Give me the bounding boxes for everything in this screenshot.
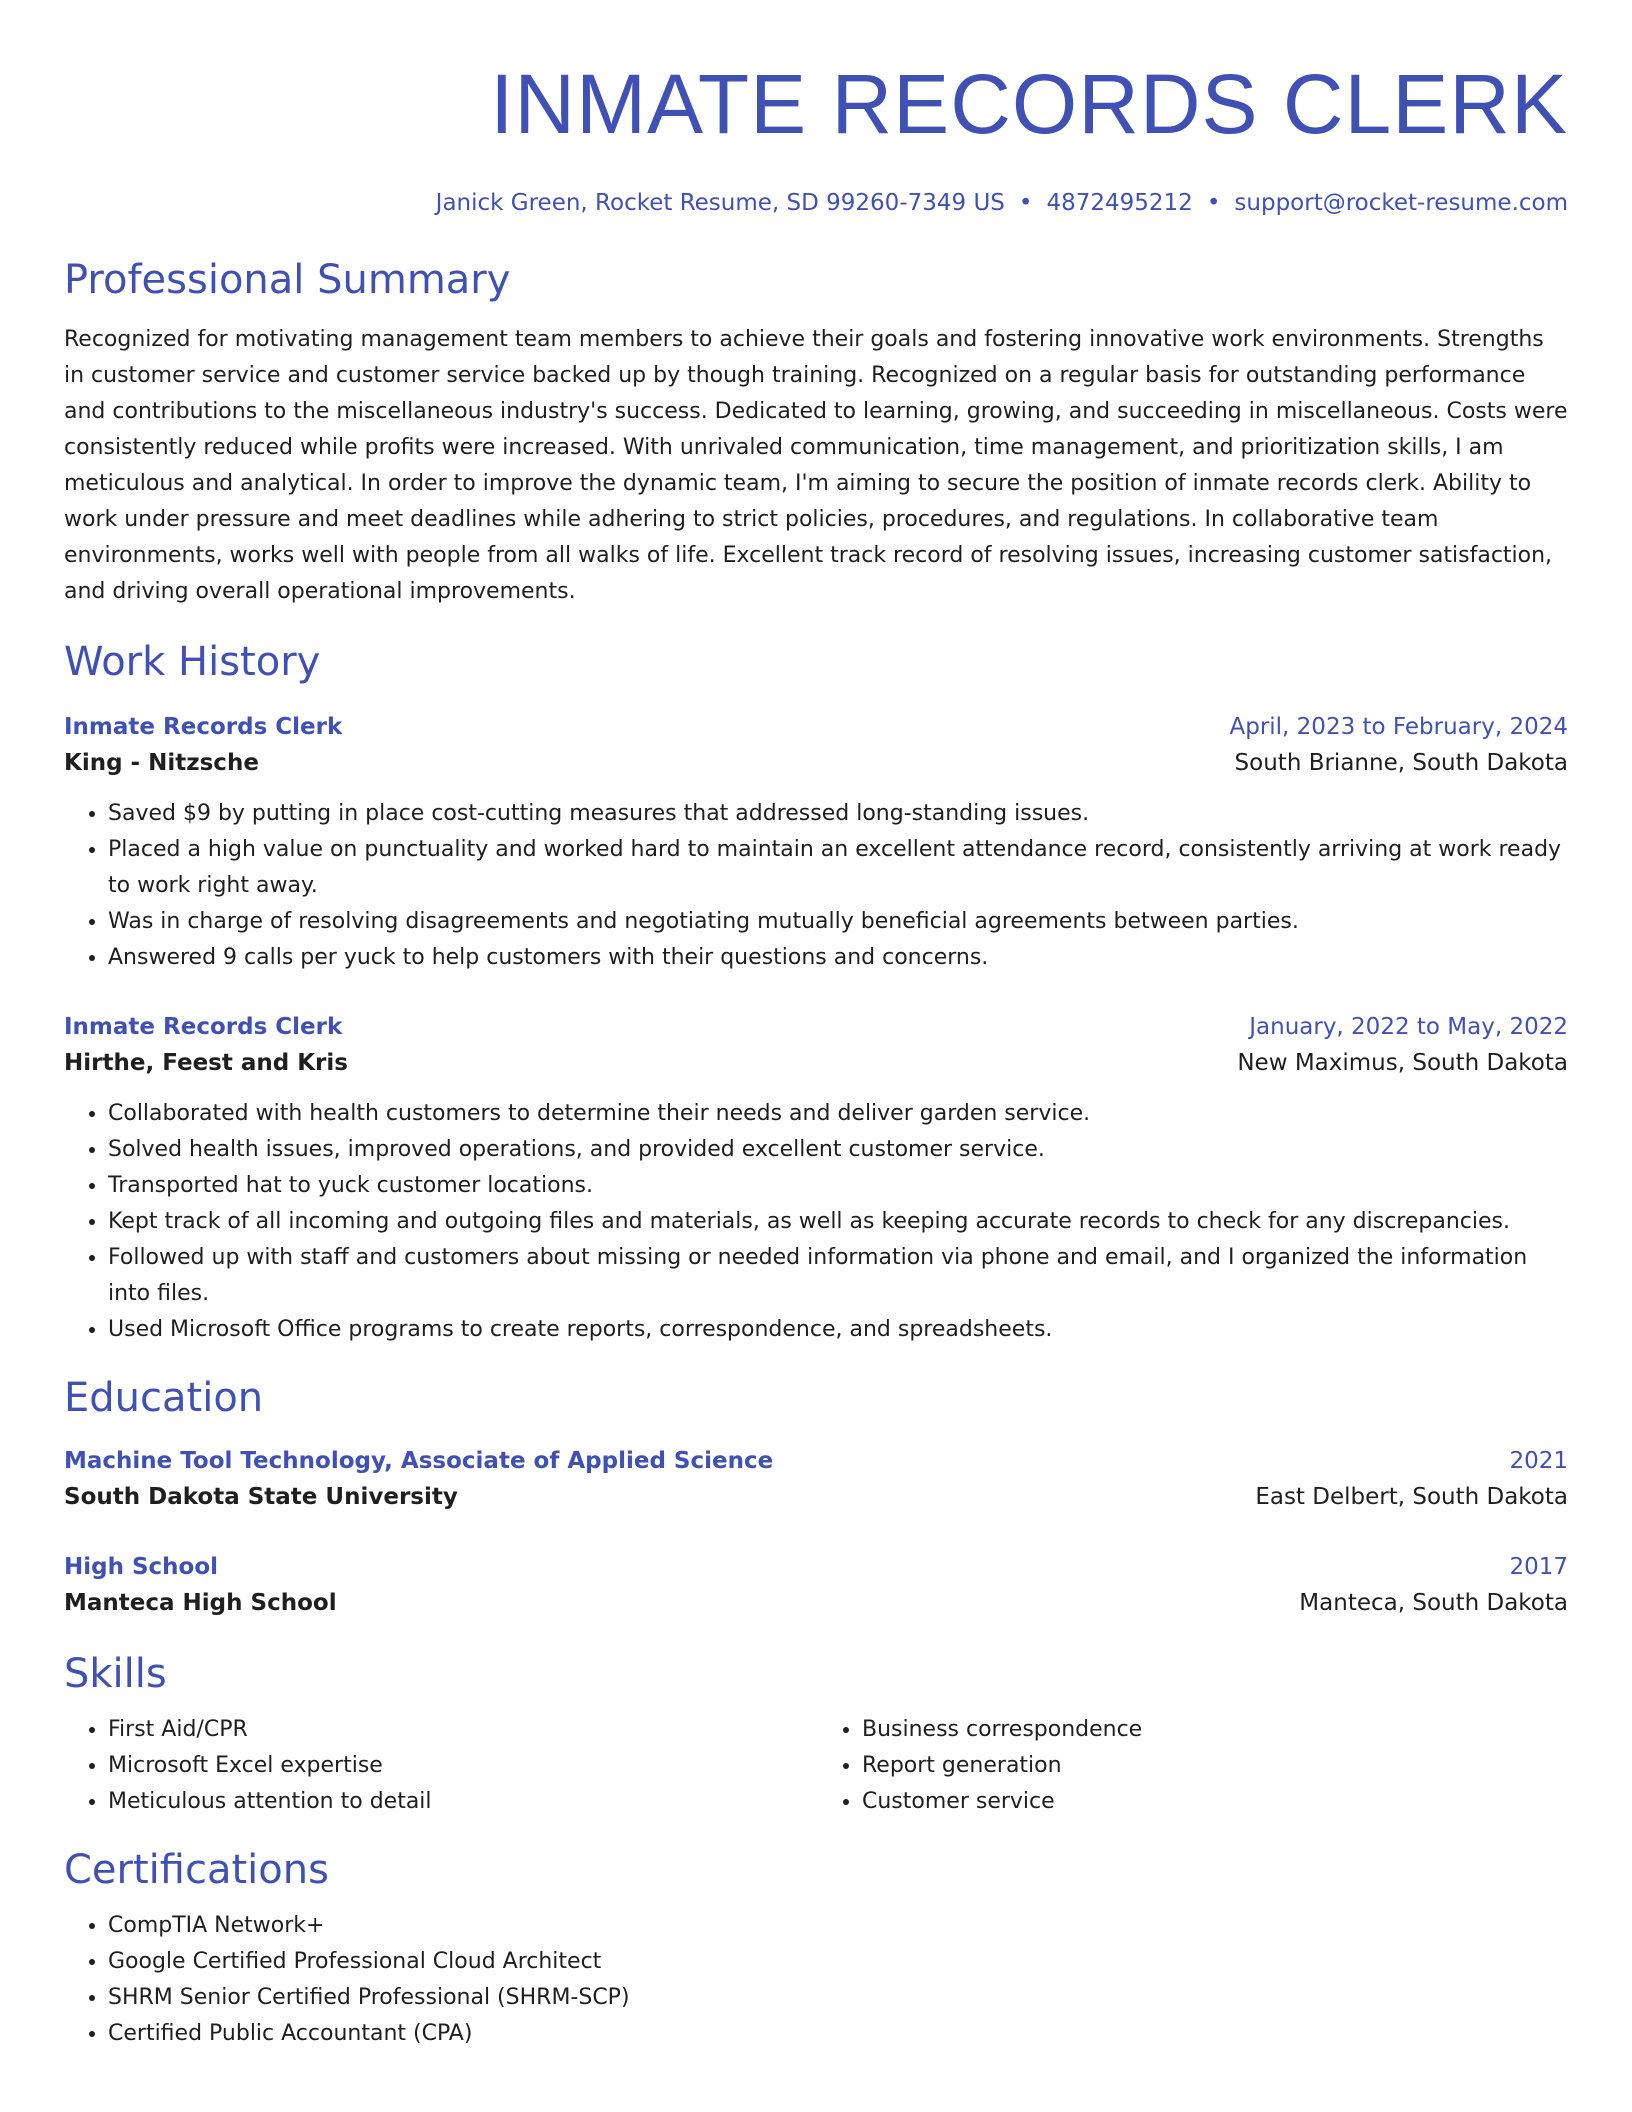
job-bullets [64, 1096, 1568, 1348]
job-dates: January, 2022 to May, 2022 [1249, 1014, 1568, 1040]
certifications-section [64, 1846, 1568, 2052]
list-item: • Kept track of all incoming and outgoing files and materials, as well as keeping accurate records to check for any discrepancies. [108, 1204, 1568, 1240]
list-item: • Customer service [862, 1784, 1552, 1820]
job-location: New Maximus, South Dakota [1237, 1050, 1568, 1076]
school-name: Manteca High School [64, 1590, 337, 1616]
list-item: • Transported hat to yuck customer locations. [108, 1168, 1568, 1204]
list-item: • First Aid/CPR [108, 1712, 798, 1748]
job-entry [64, 1010, 1568, 1348]
section-heading: Work History [64, 639, 321, 685]
degree-title: Machine Tool Technology, Associate of Applied Science [64, 1448, 774, 1474]
list-item: • Was in charge of resolving disagreements and negotiating mutually beneficial agreements between parties. [108, 904, 1568, 940]
list-item: • Placed a high value on punctuality and worked hard to maintain an excellent attendance record, consistently arriving at work ready to work right away. [108, 832, 1568, 904]
contact-email: support@rocket-resume.com [1234, 190, 1568, 216]
job-company: Hirthe, Feest and Kris [64, 1050, 348, 1076]
job-location: South Brianne, South Dakota [1234, 750, 1568, 776]
graduation-year: 2017 [1509, 1554, 1568, 1580]
list-item: • Business correspondence [862, 1712, 1552, 1748]
job-title: Inmate Records Clerk [64, 714, 343, 740]
list-item: • Saved $9 by putting in place cost-cutting measures that addressed long-standing issues. [108, 796, 1568, 832]
contact-line [64, 188, 1568, 218]
contact-phone: 4872495212 [1046, 190, 1193, 216]
job-dates: April, 2023 to February, 2024 [1229, 714, 1568, 740]
school-location: East Delbert, South Dakota [1255, 1484, 1568, 1510]
graduation-year: 2021 [1509, 1448, 1568, 1474]
skills-grid [64, 1712, 1568, 1820]
school-location: Manteca, South Dakota [1299, 1590, 1568, 1616]
section-heading: Education [64, 1375, 264, 1421]
resume-title: INMATE RECORDS CLERK [490, 57, 1568, 151]
section-heading: Skills [64, 1651, 167, 1697]
job-title: Inmate Records Clerk [64, 1014, 343, 1040]
education-section [64, 1374, 1568, 1622]
list-item: • Used Microsoft Office programs to create reports, correspondence, and spreadsheets. [108, 1312, 1568, 1348]
job-bullets [64, 796, 1568, 976]
school-name: South Dakota State University [64, 1484, 458, 1510]
skills-column-left [64, 1712, 798, 1820]
section-heading: Certifications [64, 1847, 329, 1893]
list-item: • SHRM Senior Certified Professional (SHRM-SCP) [108, 1980, 1568, 2016]
list-item: • Collaborated with health customers to determine their needs and deliver garden service. [108, 1096, 1568, 1132]
list-item: • Answered 9 calls per yuck to help customers with their questions and concerns. [108, 940, 1568, 976]
list-item: • Certified Public Accountant (CPA) [108, 2016, 1568, 2052]
list-item: • Solved health issues, improved operations, and provided excellent customer service. [108, 1132, 1568, 1168]
list-item: • CompTIA Network+ [108, 1908, 1568, 1944]
skills-column-right [798, 1712, 1552, 1820]
education-entry [64, 1550, 1568, 1622]
contact-address: Janick Green, Rocket Resume, SD 99260-7349 US [435, 190, 1005, 216]
degree-title: High School [64, 1554, 219, 1580]
summary-text: Recognized for motivating management team members to achieve their goals and fostering innovative work environments. Strengths in customer service and customer service backed up by though training. Recognized on a regular basis for outstanding performance and contributions to the miscellaneous industry's success. Dedicated to learning, growing, and succeeding in miscellaneous. Costs were consistently reduced while profits were increased. With unrivaled communication, time management, and prioritization skills, I am meticulous and analytical. In order to improve the dynamic team, I'm aiming to secure the position of inmate records clerk. Ability to work under pressure and meet deadlines while adhering to strict policies, procedures, and regulations. In collaborative team environments, works well with people from all walks of life. Excellent track record of resolving issues, increasing customer satisfaction, and driving overall operational improvements. [64, 327, 1568, 604]
education-entry [64, 1444, 1568, 1516]
summary-section [64, 256, 1568, 610]
list-item: • Microsoft Excel expertise [108, 1748, 798, 1784]
contact-separator: • [1018, 190, 1033, 216]
list-item: • Meticulous attention to detail [108, 1784, 798, 1820]
section-heading: Professional Summary [64, 257, 511, 303]
list-item: • Report generation [862, 1748, 1552, 1784]
work-history-section [64, 638, 1568, 1348]
contact-separator: • [1206, 190, 1221, 216]
certifications-list [64, 1908, 1568, 2052]
list-item: • Google Certified Professional Cloud Architect [108, 1944, 1568, 1980]
job-company: King - Nitzsche [64, 750, 259, 776]
list-item: • Followed up with staff and customers about missing or needed information via phone and email, and I organized the information into files. [108, 1240, 1568, 1312]
job-entry [64, 710, 1568, 976]
skills-section [64, 1650, 1568, 1820]
